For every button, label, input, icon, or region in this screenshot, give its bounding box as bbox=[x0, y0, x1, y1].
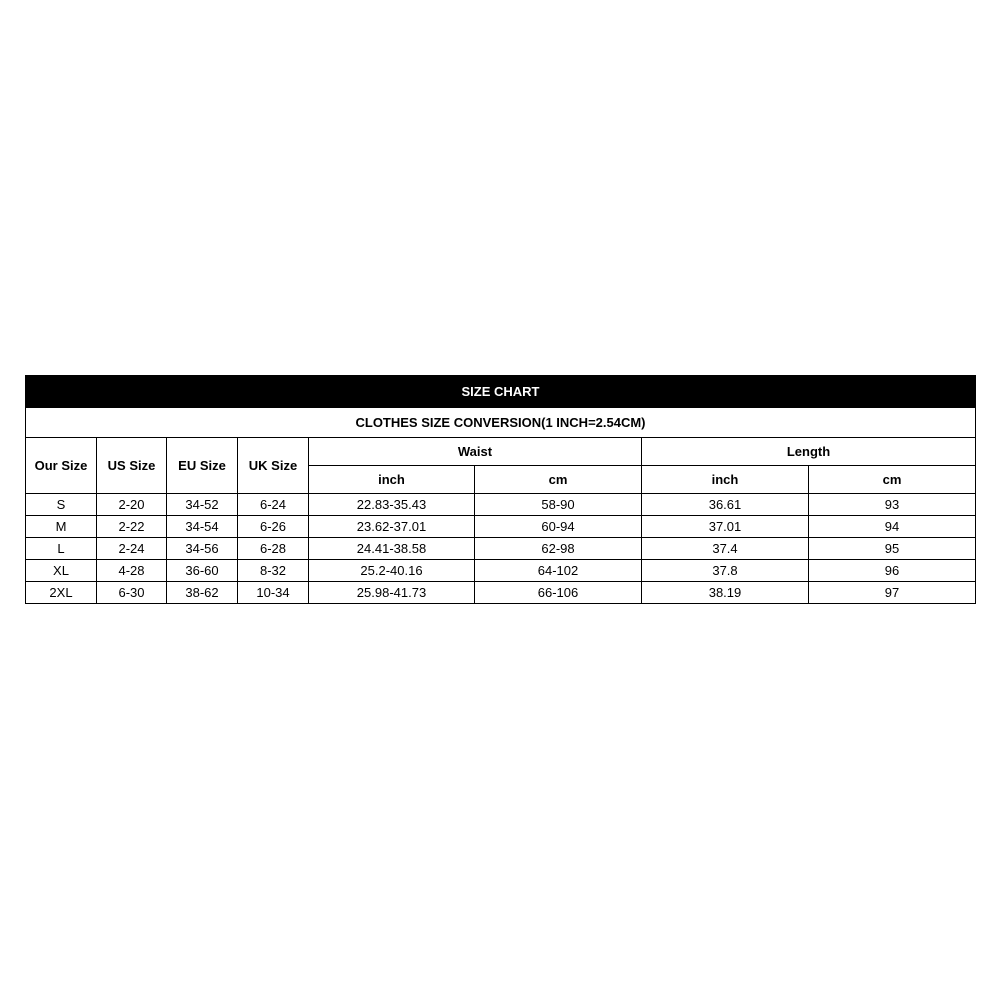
header-eu-size: EU Size bbox=[167, 438, 238, 494]
cell-uk-size: 10-34 bbox=[238, 582, 309, 604]
cell-waist-cm: 58-90 bbox=[475, 494, 642, 516]
cell-waist-cm: 60-94 bbox=[475, 516, 642, 538]
table-row bbox=[26, 538, 976, 560]
size-chart-table bbox=[25, 375, 976, 604]
cell-waist-inch: 22.83-35.43 bbox=[309, 494, 475, 516]
cell-eu-size: 34-52 bbox=[167, 494, 238, 516]
cell-length-inch: 38.19 bbox=[642, 582, 809, 604]
cell-our-size: L bbox=[26, 538, 97, 560]
cell-us-size: 4-28 bbox=[97, 560, 167, 582]
cell-waist-inch: 25.98-41.73 bbox=[309, 582, 475, 604]
cell-uk-size: 6-28 bbox=[238, 538, 309, 560]
cell-us-size: 2-22 bbox=[97, 516, 167, 538]
table-row bbox=[26, 560, 976, 582]
cell-waist-cm: 66-106 bbox=[475, 582, 642, 604]
cell-uk-size: 6-26 bbox=[238, 516, 309, 538]
table-row bbox=[26, 516, 976, 538]
cell-length-inch: 37.8 bbox=[642, 560, 809, 582]
header-length-cm: cm bbox=[809, 466, 976, 494]
chart-subtitle: CLOTHES SIZE CONVERSION(1 INCH=2.54CM) bbox=[26, 408, 976, 438]
cell-our-size: M bbox=[26, 516, 97, 538]
table-row bbox=[26, 494, 976, 516]
header-length: Length bbox=[642, 438, 976, 466]
header-waist: Waist bbox=[309, 438, 642, 466]
cell-length-cm: 95 bbox=[809, 538, 976, 560]
cell-our-size: XL bbox=[26, 560, 97, 582]
header-waist-inch: inch bbox=[309, 466, 475, 494]
cell-our-size: 2XL bbox=[26, 582, 97, 604]
cell-uk-size: 6-24 bbox=[238, 494, 309, 516]
table-row bbox=[26, 582, 976, 604]
cell-our-size: S bbox=[26, 494, 97, 516]
cell-length-inch: 37.4 bbox=[642, 538, 809, 560]
cell-eu-size: 36-60 bbox=[167, 560, 238, 582]
cell-eu-size: 34-56 bbox=[167, 538, 238, 560]
cell-eu-size: 34-54 bbox=[167, 516, 238, 538]
cell-length-cm: 97 bbox=[809, 582, 976, 604]
cell-length-inch: 37.01 bbox=[642, 516, 809, 538]
header-our-size: Our Size bbox=[26, 438, 97, 494]
cell-waist-cm: 62-98 bbox=[475, 538, 642, 560]
cell-us-size: 2-24 bbox=[97, 538, 167, 560]
header-length-inch: inch bbox=[642, 466, 809, 494]
cell-uk-size: 8-32 bbox=[238, 560, 309, 582]
cell-us-size: 6-30 bbox=[97, 582, 167, 604]
cell-waist-inch: 24.41-38.58 bbox=[309, 538, 475, 560]
chart-title: SIZE CHART bbox=[26, 376, 976, 408]
header-waist-cm: cm bbox=[475, 466, 642, 494]
cell-length-cm: 96 bbox=[809, 560, 976, 582]
cell-eu-size: 38-62 bbox=[167, 582, 238, 604]
cell-length-cm: 93 bbox=[809, 494, 976, 516]
cell-waist-inch: 25.2-40.16 bbox=[309, 560, 475, 582]
cell-waist-cm: 64-102 bbox=[475, 560, 642, 582]
cell-length-inch: 36.61 bbox=[642, 494, 809, 516]
cell-waist-inch: 23.62-37.01 bbox=[309, 516, 475, 538]
cell-length-cm: 94 bbox=[809, 516, 976, 538]
header-uk-size: UK Size bbox=[238, 438, 309, 494]
size-rows bbox=[26, 494, 976, 604]
cell-us-size: 2-20 bbox=[97, 494, 167, 516]
header-us-size: US Size bbox=[97, 438, 167, 494]
